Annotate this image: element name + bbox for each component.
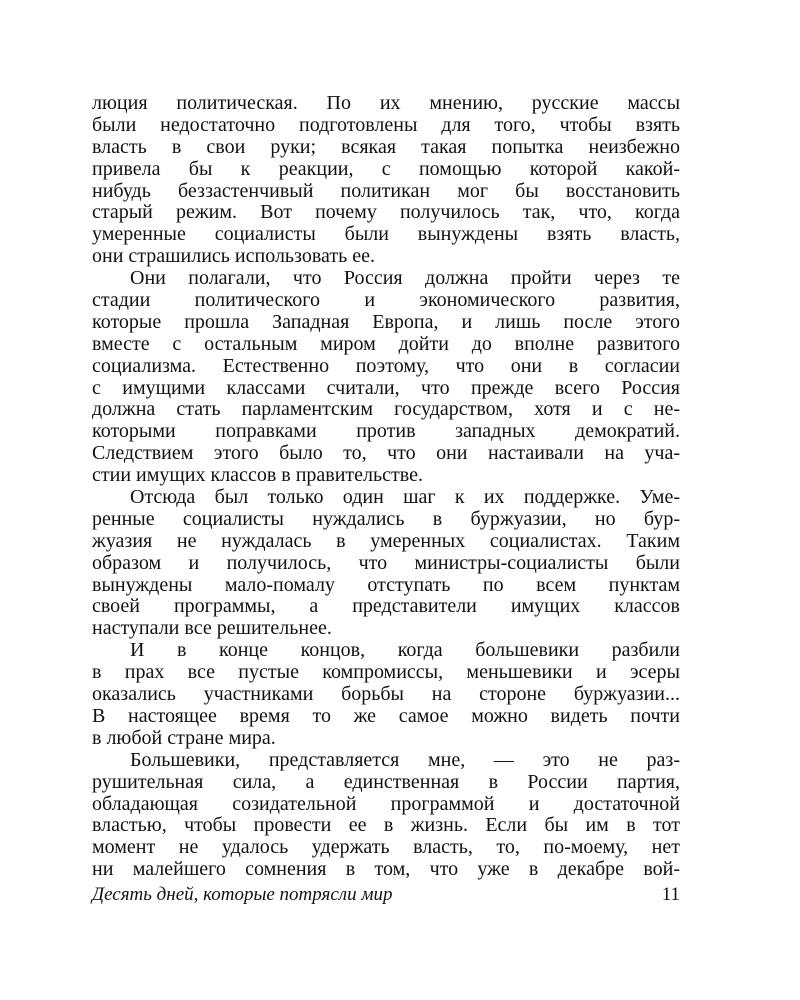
text-line: В настоящее время то же самое можно видеть почти bbox=[92, 704, 680, 727]
text-line: И в конце концов, когда большевики разбили bbox=[130, 639, 680, 662]
book-title: Десять дней, которые потрясли мир bbox=[92, 884, 393, 905]
paragraph-4 bbox=[92, 640, 680, 749]
text-line: должна стать парламентским государством, хотя и с не- bbox=[92, 398, 680, 421]
text-line: образом и получилось, что министры-социалисты были bbox=[92, 551, 680, 574]
text-line: оказались участниками борьбы на стороне буржуазии... bbox=[92, 683, 680, 706]
text-line: власть в свои руки; всякая такая попытка неизбежно bbox=[92, 135, 680, 158]
text-line: в любой стране мира. bbox=[92, 726, 276, 749]
text-line: ни малейшего сомнения в том, что уже в декабре вой- bbox=[92, 858, 680, 881]
text-line: которыми поправками против западных демократий. bbox=[92, 420, 680, 443]
paragraph-1 bbox=[92, 93, 680, 268]
text-line: вместе с остальным миром дойти до вполне развитого bbox=[92, 332, 680, 355]
text-line: социализма. Естественно поэтому, что они в согласии bbox=[92, 354, 680, 377]
text-line: Отсюда был только один шаг к их поддержке. Уме- bbox=[130, 486, 680, 509]
text-line: стии имущих классов в правительстве. bbox=[92, 464, 423, 487]
text-line: момент не удалось удержать власть, то, по-моему, нет bbox=[92, 836, 680, 859]
text-line: люция политическая. По их мнению, русские массы bbox=[92, 92, 680, 114]
text-line: Следствием этого было то, что они настаивали на уча- bbox=[92, 442, 680, 465]
page-body bbox=[92, 93, 680, 881]
text-line: ренные социалисты нуждались в буржуазии, но бур- bbox=[92, 507, 680, 530]
text-line: привела бы к реакции, с помощью которой какой- bbox=[92, 157, 680, 180]
text-line: стадии политического и экономического развития, bbox=[92, 289, 680, 312]
text-line: нибудь беззастенчивый политикан мог бы восстановить bbox=[92, 179, 680, 202]
text-line: умеренные социалисты были вынуждены взять власть, bbox=[92, 223, 680, 246]
page-number: 11 bbox=[661, 884, 680, 905]
text-line: в прах все пустые компромиссы, меньшевики и эсеры bbox=[92, 661, 680, 684]
text-line: Большевики, представляется мне, — это не раз- bbox=[130, 748, 680, 771]
paragraph-3 bbox=[92, 487, 680, 640]
text-line: жуазия не нуждалась в умеренных социалистах. Таким bbox=[92, 529, 680, 552]
text-line: властью, чтобы провести ее в жизнь. Если бы им в тот bbox=[92, 814, 680, 837]
text-line: обладающая созидательной программой и достаточной bbox=[92, 792, 680, 815]
text-line: своей программы, а представители имущих классов bbox=[92, 595, 680, 618]
text-line: которые прошла Западная Европа, и лишь после этого bbox=[92, 310, 680, 333]
text-line: старый режим. Вот почему получилось так, что, когда bbox=[92, 201, 680, 224]
text-line: наступали все решительнее. bbox=[92, 617, 332, 640]
text-line: были недостаточно подготовлены для того, чтобы взять bbox=[92, 113, 680, 136]
running-footer bbox=[92, 884, 680, 910]
text-line: они страшились использовать ее. bbox=[92, 245, 375, 268]
paragraph-2 bbox=[92, 268, 680, 487]
text-line: с имущими классами считали, что прежде всего Россия bbox=[92, 376, 680, 399]
paragraph-5 bbox=[92, 750, 680, 881]
text-line: рушительная сила, а единственная в России партия, bbox=[92, 770, 680, 793]
text-line: Они полагали, что Россия должна пройти через те bbox=[130, 267, 680, 290]
text-line: вынуждены мало-помалу отступать по всем пунктам bbox=[92, 573, 680, 596]
